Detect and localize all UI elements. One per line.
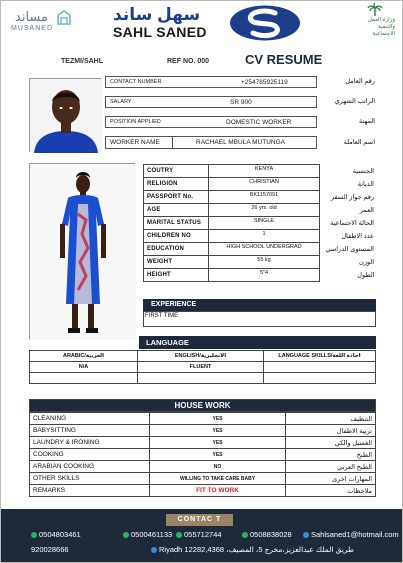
detail-arabic-label: الطول xyxy=(357,272,375,279)
footer-address-text: Riyadh 12282,4368 ،طريق الملك عبدالعزيز،مخرج 5، المصيف xyxy=(159,545,354,554)
detail-arabic-label: الجنسية xyxy=(352,168,374,175)
house-work-label: REMARKS xyxy=(30,485,150,497)
detail-arabic-label: رقم جواز السفر xyxy=(331,194,374,201)
language-arabic-column: ARABIC/العربية xyxy=(30,351,138,362)
detail-label: EDUCATION xyxy=(144,243,209,256)
house-work-row xyxy=(30,437,376,449)
house-work-row xyxy=(30,425,376,437)
house-work-label: BABYSITTING xyxy=(30,425,150,437)
salary-row xyxy=(105,96,317,108)
house-work-value: FIT TO WORK xyxy=(150,485,286,497)
house-work-row xyxy=(30,485,376,497)
language-empty-row xyxy=(30,373,376,384)
house-work-row xyxy=(30,413,376,425)
palm-tree-icon xyxy=(367,3,383,17)
contact-number-row xyxy=(105,76,317,88)
musaned-logo-icon xyxy=(57,10,71,26)
position-applied-label: POSITION APPLIED xyxy=(110,119,161,125)
house-work-value: WILLING TO TAKE CARE BABY xyxy=(150,473,286,485)
portrait-illustration xyxy=(30,79,102,153)
language-empty-cell xyxy=(30,373,138,384)
full-body-illustration xyxy=(30,164,136,340)
worker-name-arabic-label: اسم العاملة xyxy=(343,139,375,146)
worker-name-row xyxy=(105,136,317,149)
worker-full-body-photo xyxy=(29,163,135,339)
house-work-arabic-label: التنظيف xyxy=(286,413,376,425)
email-icon xyxy=(303,532,309,538)
detail-arabic-label: الحالة الاجتماعية xyxy=(330,220,374,227)
detail-arabic-label: العمر xyxy=(359,207,374,214)
detail-value: 1 xyxy=(209,230,320,243)
detail-value: HIGH SCHOOL UNDERGRAD xyxy=(209,243,320,256)
detail-row xyxy=(144,204,376,217)
salary-label: SALARY xyxy=(110,99,132,105)
house-work-value: YES xyxy=(150,413,286,425)
detail-value: CHRISTIAN xyxy=(209,178,320,191)
detail-value: SINGLE xyxy=(209,217,320,230)
house-work-row xyxy=(30,473,376,485)
sahl-saned-english-logo-text: SAHL SANED xyxy=(113,24,207,40)
footer-phone-4-text: 0508838028 xyxy=(250,530,292,539)
salary-arabic-label: الراتب الشهري xyxy=(334,98,375,105)
detail-value: BK1157091 xyxy=(209,191,320,204)
footer-phone-1 xyxy=(31,530,81,539)
position-applied-row xyxy=(105,116,317,128)
detail-value: 55 kg xyxy=(209,256,320,269)
contact-label: CONTAC T xyxy=(166,514,233,526)
detail-label: COUTRY xyxy=(144,165,209,178)
salary-value: SR 900 xyxy=(230,98,252,106)
detail-value: 5"4 xyxy=(209,269,320,282)
house-work-label: ARABIAN COOKING xyxy=(30,461,150,473)
house-work-table xyxy=(29,412,376,497)
contact-number-arabic-label: رقم العامل xyxy=(345,78,375,85)
contact-number-label: CONTACT NUMBER xyxy=(110,79,162,85)
whatsapp-icon xyxy=(123,532,129,538)
language-table xyxy=(29,350,376,384)
footer-phone-4 xyxy=(242,530,292,539)
detail-label: HEIGHT xyxy=(144,269,209,282)
detail-value: KENYA xyxy=(209,165,320,178)
detail-arabic-label: عدد الاطفال xyxy=(341,233,374,240)
detail-label: MARITAL STATUS xyxy=(144,217,209,230)
musaned-arabic-logo-text: مساند xyxy=(15,9,48,24)
house-work-row xyxy=(30,449,376,461)
detail-label: AGE xyxy=(144,204,209,217)
detail-value: 26 yrs. old xyxy=(209,204,320,217)
sahl-saned-logo-icon xyxy=(229,4,301,42)
house-work-heading: HOUSE WORK xyxy=(29,399,376,412)
language-english-value: FLUENT xyxy=(138,362,264,373)
contact-number-value: +254785925119 xyxy=(241,78,288,86)
detail-label: PASSPORT No. xyxy=(144,191,209,204)
detail-row xyxy=(144,230,376,243)
language-english-column: ENGLISH/الانجليزية xyxy=(138,351,264,362)
footer-phone-3 xyxy=(176,530,222,539)
detail-arabic-label: المستوى الدراسي xyxy=(325,246,374,253)
house-work-arabic-label: تربية الاطفال xyxy=(286,425,376,437)
detail-row xyxy=(144,256,376,269)
detail-arabic-label: الديانة xyxy=(357,181,374,188)
language-values-row xyxy=(30,362,376,373)
detail-label: RELIGION xyxy=(144,178,209,191)
house-work-label: LAUNDRY & IRONING xyxy=(30,437,150,449)
house-work-arabic-label: ملاحظات xyxy=(286,485,376,497)
detail-row xyxy=(144,217,376,230)
footer-phone-5: 920028666 xyxy=(31,545,69,554)
house-work-arabic-label: الغسيل والكي xyxy=(286,437,376,449)
whatsapp-icon xyxy=(31,532,37,538)
experience-heading: EXPERIENCE xyxy=(143,299,376,311)
sahl-saned-arabic-logo-text: سهل ساند xyxy=(113,5,201,24)
house-work-arabic-label: الطبخ xyxy=(286,449,376,461)
house-work-label: CLEANING xyxy=(30,413,150,425)
footer-phone-1-text: 0504803461 xyxy=(39,530,81,539)
language-empty-cell xyxy=(138,373,264,384)
worker-portrait-photo xyxy=(29,78,101,152)
detail-row xyxy=(144,165,376,178)
detail-row xyxy=(144,243,376,256)
footer-email[interactable] xyxy=(303,530,399,539)
language-empty-cell xyxy=(264,373,376,384)
footer-phone-2 xyxy=(123,530,172,539)
personal-details-table xyxy=(143,164,376,282)
house-work-arabic-label: الطبخ العربي xyxy=(286,461,376,473)
house-work-value: YES xyxy=(150,437,286,449)
whatsapp-icon xyxy=(242,532,248,538)
house-work-row xyxy=(30,461,376,473)
worker-name-divider xyxy=(172,137,173,149)
house-work-value: NO xyxy=(150,461,286,473)
ministry-name: وزارة العمل والتنمية الاجتماعية xyxy=(367,17,395,37)
house-work-label: OTHER SKILLS xyxy=(30,473,150,485)
cv-title: CV RESUME xyxy=(245,52,323,67)
language-header-row xyxy=(30,351,376,362)
detail-label: CHILDREN NO xyxy=(144,230,209,243)
reference-number: REF NO. 000 xyxy=(167,58,210,65)
detail-row xyxy=(144,178,376,191)
language-skills-column: LANGUAGE SKILLS/اجادة اللغة xyxy=(264,351,376,362)
whatsapp-icon xyxy=(176,532,182,538)
experience-value: FIRST TIME xyxy=(143,311,376,327)
language-heading: LANGUAGE xyxy=(139,336,376,349)
house-work-value: YES xyxy=(150,425,286,437)
agency-code: TEZMI/SAHL xyxy=(61,58,103,65)
language-arabic-value: N/A xyxy=(30,362,138,373)
position-applied-value: DOMESTIC WORKER xyxy=(226,118,292,126)
detail-row xyxy=(144,269,376,282)
worker-name-label: WORKER NAME xyxy=(110,139,160,146)
house-work-label: COOKING xyxy=(30,449,150,461)
position-applied-arabic-label: المهنة xyxy=(359,118,375,125)
footer-phone-3-text: 055712744 xyxy=(184,530,222,539)
location-icon xyxy=(151,547,157,553)
language-skills-value xyxy=(264,362,376,373)
house-work-value: YES xyxy=(150,449,286,461)
footer-email-text: Sahlsaned1@hotmail.com xyxy=(311,530,399,539)
detail-arabic-label: الوزن xyxy=(358,259,374,266)
footer-phone-2-text: 0500461133 xyxy=(131,530,173,539)
worker-name-value: RACHAEL MBULA MUTUNGA xyxy=(196,138,285,146)
detail-row xyxy=(144,191,376,204)
detail-label: WEIGHT xyxy=(144,256,209,269)
house-work-arabic-label: المهارات اخرى xyxy=(286,473,376,485)
footer-address xyxy=(151,545,361,554)
musaned-english-logo-text: MUSANED xyxy=(11,25,54,32)
